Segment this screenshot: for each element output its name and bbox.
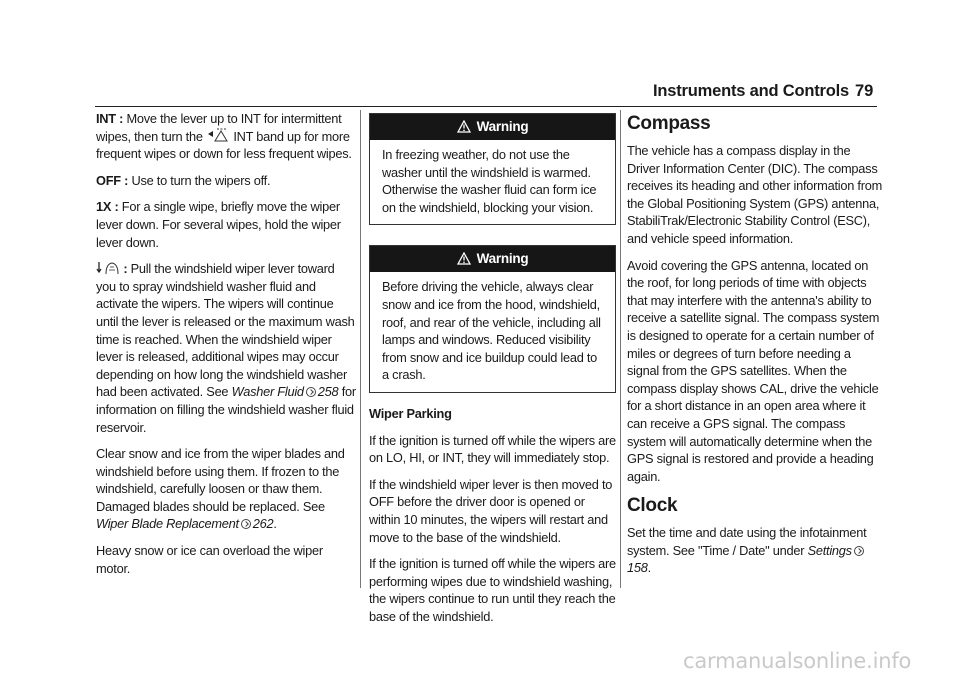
clock-heading: Clock — [627, 495, 678, 517]
int-text-2: band up for more frequent wipes or down for less frequent wipes. — [96, 128, 352, 162]
heavy-snow-paragraph — [96, 542, 356, 577]
page-number: 79 — [855, 82, 874, 100]
warning-label: Warning — [476, 119, 529, 134]
off-text: Use to turn the wipers off. — [131, 172, 271, 188]
xref-settings[interactable]: Settings — [807, 542, 852, 558]
single-wipe-text: For a single wipe, briefly move the wiper lever down. For several wipes, hold the wiper lever down. — [96, 199, 341, 250]
xref-settings-page[interactable]: 158 — [627, 560, 648, 576]
warning-box-body: Before driving the vehicle, always clear snow and ice from the hood, windshield, roof, and rear of the vehicle, including all lamps and windows. Reduced visibility from snow and ice buildup could lead to a crash. — [382, 279, 601, 383]
wiper-parking-p2: If the windshield wiper lever is then moved to OFF before the driver door is opened or within 10 minutes, the wipers will restart and move to the base of the windshield. — [369, 476, 613, 545]
warning-triangle-icon — [457, 120, 471, 133]
wiper-parking-heading: Wiper Parking — [369, 405, 452, 421]
clock-paragraph — [627, 524, 882, 577]
wiper-parking-p1: If the ignition is turned off while the wipers are on LO, HI, or INT, they will immediately stop. — [369, 432, 616, 466]
off-paragraph — [96, 172, 356, 190]
see-label-1: See — [206, 384, 229, 400]
washer-text-end: for information on filling the windshield washer fluid reservoir. — [96, 384, 356, 435]
warning-label: Warning — [476, 251, 529, 267]
xref-wiper-blade-replacement[interactable]: Wiper Blade Replacement — [96, 516, 239, 532]
see-label-2: See — [302, 498, 325, 514]
wiper-parking-p3: If the ignition is turned off while the wipers are performing wipes due to windshield washing, the wipers continue to run until they reach the base of the windshield. — [369, 556, 616, 624]
single-wipe-paragraph — [96, 198, 356, 251]
washer-text: Pull the windshield wiper lever toward you to spray windshield washer fluid and activate the wipers. The wipers will continue until the lever is released or the maximum wash time is reached. When the windshield wiper lever is released, additional wipes may occur depending on how long the windshield washer had been activated. — [96, 261, 355, 400]
off-term: OFF : — [96, 172, 129, 188]
washer-term: : — [123, 261, 128, 277]
page-reference-icon — [854, 546, 864, 556]
warning-box-2 — [369, 245, 616, 393]
single-wipe-term: 1X : — [96, 199, 119, 215]
column-divider-1 — [360, 110, 361, 588]
int-text-1: Move the lever up to INT for intermittent wipes, then turn the — [96, 111, 342, 144]
period: . — [647, 560, 651, 576]
column-3 — [627, 110, 882, 586]
column-divider-2 — [620, 110, 621, 588]
warning-box-header — [370, 246, 615, 272]
xref-wiper-blade-page[interactable]: 262 — [252, 516, 274, 532]
warning-box-body: In freezing weather, do not use the washer until the windshield is warmed. Otherwise the washer fluid can form ice on the windshield, blocking your vision. — [382, 147, 597, 215]
compass-heading: Compass — [627, 113, 711, 134]
warning-box-1 — [369, 113, 616, 225]
clear-snow-text: Clear snow and ice from the wiper blades and windshield before using them. If frozen to the windshield, carefully loosen or thaw them. Damaged blades should be replaced. — [96, 446, 345, 514]
column-1 — [96, 110, 356, 586]
period: . — [273, 516, 277, 532]
washer-spray-icon — [96, 260, 120, 276]
page-reference-icon — [241, 519, 251, 529]
header-rule — [95, 106, 877, 107]
clock-text: Set the time and date using the infotainment system. See "Time / Date" under — [627, 525, 867, 558]
xref-washer-fluid[interactable]: Washer Fluid — [231, 384, 304, 400]
intermittent-wipe-icon — [206, 128, 230, 144]
xref-washer-fluid-page[interactable]: 258 — [317, 384, 339, 400]
heavy-snow-text: Heavy snow or ice can overload the wiper motor. — [96, 543, 323, 576]
warning-box-header — [370, 114, 615, 140]
page-reference-icon — [306, 387, 316, 397]
washer-paragraph — [96, 260, 356, 436]
section-header-title: Instruments and Controls — [653, 82, 849, 100]
compass-p2: Avoid covering the GPS antenna, located on the roof, for long periods of time with objects that may interfere with the antenna's ability to receive a satellite signal. The compass system is designed to operate for a certain number of miles or degrees of turn before needing a signal from the GPS satellites. When the compass display shows CAL, drive the vehicle for a short distance in an open area where it can receive a GPS signal. The compass system will automatically determine when the GPS signal is restored and provide a heading again. — [627, 257, 880, 484]
clear-snow-paragraph — [96, 445, 356, 533]
int-paragraph — [96, 110, 356, 163]
compass-p1: The vehicle has a compass display in the Driver Information Center (DIC). The compass receives its heading and other information from the Global Positioning System (GPS) antenna, StabiliTrak/Electronic Stability Control (ESC), and vehicle speed information. — [627, 143, 882, 246]
site-watermark: carmanualsonline.info — [683, 649, 912, 673]
warning-triangle-icon — [457, 252, 471, 265]
column-2 — [369, 110, 616, 634]
int-icon-label: INT — [233, 128, 253, 144]
int-term: INT : — [96, 111, 124, 126]
